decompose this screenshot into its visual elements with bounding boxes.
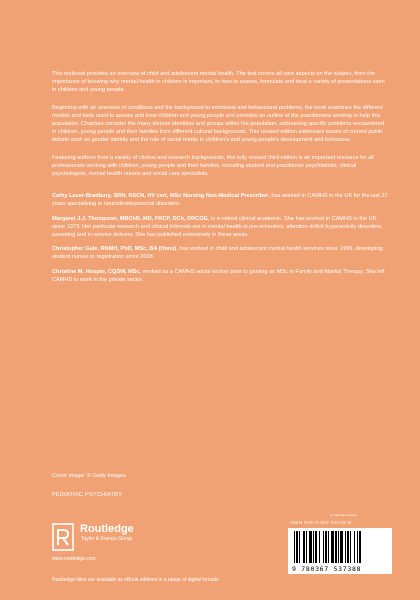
author-name: Cathy Laver-Bradbury, SRN, RSCN, HV cert, MSc Nursing Non-Medical Prescriber [52, 193, 269, 200]
author-name: Margaret J.J. Thompson, MBChB, MD, FRCP, DCh, DRCOG [52, 215, 208, 222]
author-name: Christine M. Hooper, CQSW, MSc [52, 268, 140, 275]
author-bio-text: , has worked in child and adolescent mental health services since 1999, developing student nurses to registration since 2008. [52, 246, 383, 261]
barcode-bar [296, 531, 298, 563]
barcode-bar [319, 531, 320, 563]
author-bios [52, 192, 388, 284]
barcode-bar [303, 531, 305, 563]
description-paragraph-2: Beginning with an overview of conditions and the background to emotional and behavioural problems, the book examines the different models and tools used to assess and treat children and young people and provides an outline of the practitioners working to help this population. Chapters consider the many diverse identities and groups within the population, addressing specific problems encountered in children, young people and their families from different cultural backgrounds. This revised edition addresses issues of current public debate such as gender identity and the role of social media in children's and young people's development and behaviour. [52, 104, 385, 144]
barcode-bar [323, 531, 324, 563]
barcode-bar [299, 531, 300, 563]
author-name: Christopher Gale, RNMH, PhD, MSc, BA (Hons) [52, 246, 177, 253]
barcode-bars-icon [292, 531, 388, 565]
informa-label: an informa business [330, 513, 357, 517]
barcode [288, 528, 392, 574]
barcode-bar [347, 531, 349, 563]
barcode-bar [340, 531, 343, 563]
isbn-label: ISBN 978-0-367-53738-8 [290, 520, 352, 525]
barcode-bar [350, 531, 351, 563]
barcode-bar [328, 531, 329, 563]
barcode-bar [357, 531, 358, 563]
barcode-digits: 9 780367 537388 [292, 565, 362, 573]
publisher-logo [52, 523, 228, 563]
author-bio [52, 192, 388, 208]
barcode-bar [345, 531, 346, 563]
barcode-bar [359, 531, 361, 563]
ebook-note: Routledge titles are available as eBook editions in a range of digital formats [52, 577, 219, 583]
barcode-bar [294, 531, 295, 563]
author-bio [52, 245, 388, 261]
publisher-name: Routledge [80, 523, 134, 535]
publisher-website: www.routledge.com [52, 556, 96, 562]
author-bio-text: , has worked in CAMHS in the UK for the last 27 years specialising in neurodevelopmental disorders. [52, 193, 388, 208]
publisher-group: Taylor & Francis Group [81, 536, 133, 542]
barcode-bar [309, 531, 312, 563]
barcode-bar [335, 531, 337, 563]
author-bio-text: , worked as a CAMHS social worker prior to gaining an MSc in Family and Marital Therapy. She left CAMHS to work in the private sector. [52, 268, 385, 283]
barcode-bar [313, 531, 314, 563]
author-bio [52, 215, 388, 240]
barcode-bar [331, 531, 334, 563]
back-cover-text [52, 70, 388, 290]
routledge-logo-icon [52, 523, 74, 551]
barcode-bar [315, 531, 317, 563]
barcode-bar [338, 531, 339, 563]
subject-category: PEDIATRIC PSYCHIATRY [52, 492, 123, 498]
barcode-bar [306, 531, 307, 563]
cover-image-credit: Cover image: © Getty Images [52, 473, 126, 479]
description-paragraph-3: Featuring authors from a variety of clinical and research backgrounds, this fully revised third edition is an important resource for all professionals working with children, young people and their families, including student and practitioner psychiatrists, clinical psychologists, mental health nurses and social care specialists. [52, 154, 374, 178]
barcode-bar [354, 531, 355, 563]
author-bio [52, 268, 388, 284]
barcode-bar [325, 531, 327, 563]
description-paragraph-1: This textbook provides an overview of child and adolescent mental health. The text covers all core aspects on the subject, from the importance of knowing why mental health in children is important, to how to assess, formulate and treat a variety of presentations seen in children and young people. [52, 71, 385, 94]
author-bio-text: , is a retired clinical academic. She has worked in CAMHS in the UK since 1973. Her particular research and clinical interests are in mental health in pre-schoolers, attention deficit hyperactivity disorders, parenting and in-service delivery. She has published extensively in these areas. [52, 215, 383, 239]
